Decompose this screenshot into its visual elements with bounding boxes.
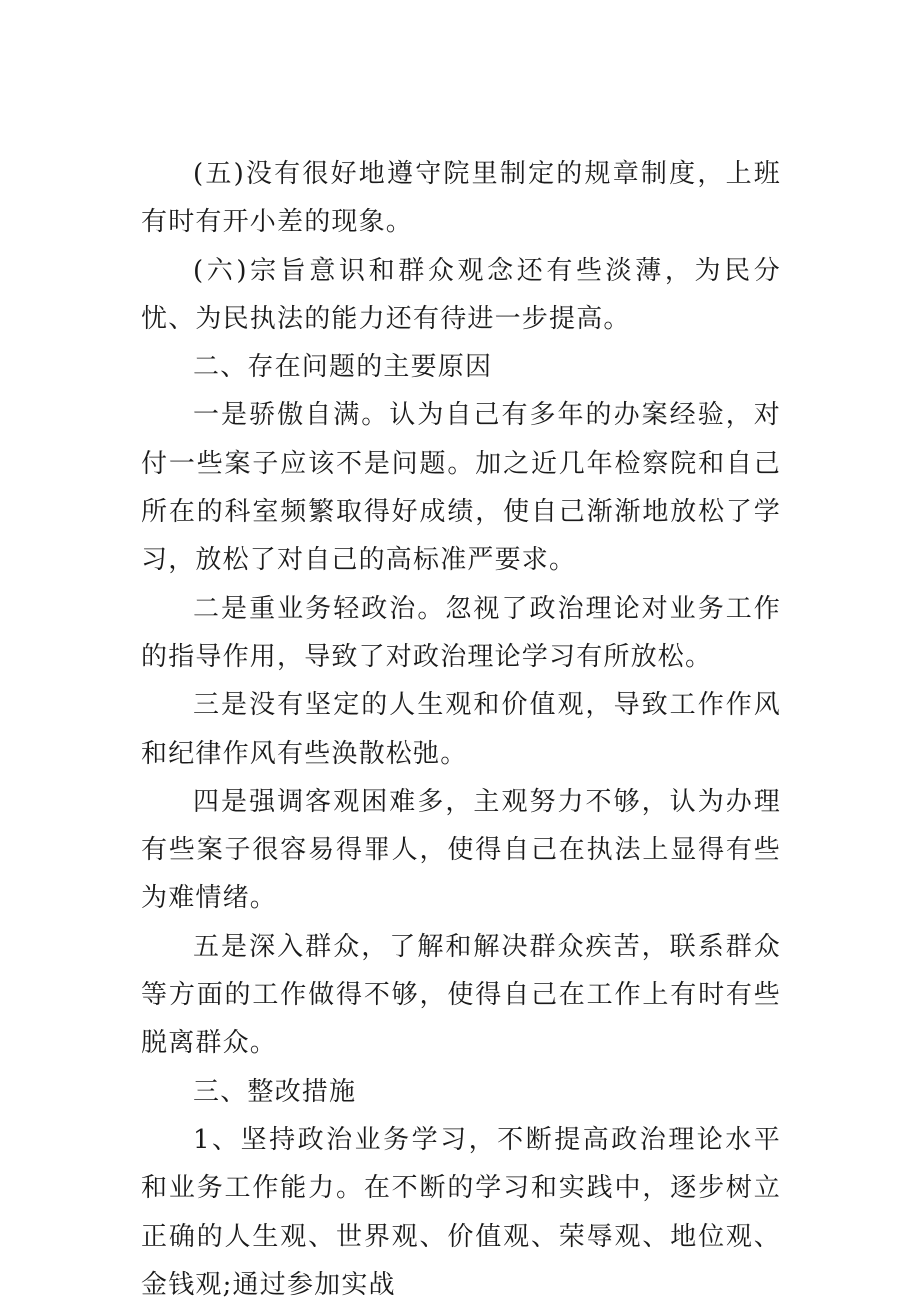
paragraph-item-5: (五)没有很好地遵守院里制定的规章制度，上班有时有开小差的现象。	[141, 159, 781, 238]
section-heading-causes: 二、存在问题的主要原因	[193, 352, 493, 383]
paragraph-measure-1: 1、坚持政治业务学习，不断提高政治理论水平和业务工作能力。在不断的学习和实践中，逐步树立正确的人生观、世界观、价值观、荣辱观、地位观、金钱观;通过参加实战	[141, 1124, 781, 1300]
section-heading-measures: 三、整改措施	[193, 1076, 357, 1107]
paragraph-cause-1: 一是骄傲自满。认为自己有多年的办案经验，对付一些案子应该不是问题。加之近几年检察院和自己所在的科室频繁取得好成绩，使自己渐渐地放松了学习，放松了对自己的高标准严要求。	[141, 400, 781, 576]
paragraph-cause-3: 三是没有坚定的人生观和价值观，导致工作作风和纪律作风有些涣散松弛。	[141, 690, 781, 769]
paragraph-cause-4: 四是强调客观困难多，主观努力不够，认为办理有些案子很容易得罪人，使得自己在执法上显得有些为难情绪。	[141, 786, 781, 914]
paragraph-item-6: (六)宗旨意识和群众观念还有些淡薄，为民分忧、为民执法的能力还有待进一步提高。	[141, 255, 781, 334]
document-body	[141, 150, 781, 1309]
paragraph-cause-5: 五是深入群众，了解和解决群众疾苦，联系群众等方面的工作做得不够，使得自己在工作上有时有些脱离群众。	[141, 931, 781, 1059]
paragraph-cause-2: 二是重业务轻政治。忽视了政治理论对业务工作的指导作用，导致了对政治理论学习有所放松。	[141, 593, 781, 672]
